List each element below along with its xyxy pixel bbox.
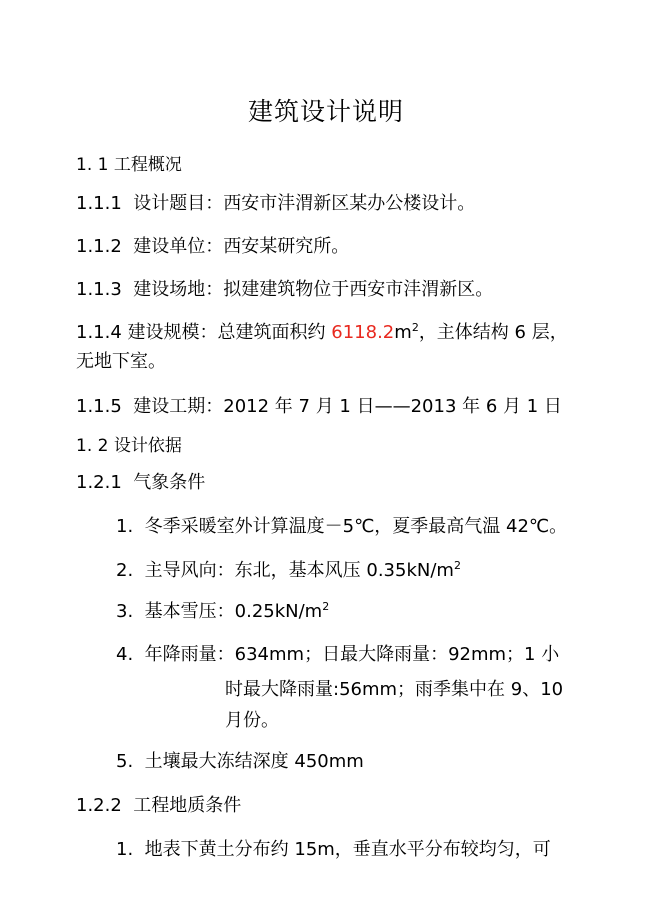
- climate-item-3: [116, 597, 329, 623]
- item-1-1-1: [76, 189, 475, 215]
- section-1-1-heading: 1. 1 工程概况: [76, 155, 182, 175]
- climate-item-4-line-3: 月份。: [225, 710, 279, 731]
- list-text: 年降雨量：634mm；日最大降雨量：92mm；1 小: [144, 644, 560, 665]
- item-1-2-2: [76, 791, 241, 817]
- climate-item-4: [116, 640, 559, 666]
- item-1-1-5: [76, 392, 562, 418]
- climate-item-1: [116, 512, 567, 538]
- list-text: 地表下黄土分布约 15m，垂直水平分布较均匀，可: [144, 839, 551, 860]
- item-label: 气象条件: [133, 472, 206, 493]
- item-text: 拟建建筑物位于西安市沣渭新区。: [223, 279, 494, 300]
- area-unit: m: [394, 322, 412, 343]
- item-number: 1.2.1: [76, 472, 122, 493]
- document-title: 建筑设计说明: [247, 97, 404, 126]
- list-number: 4.: [116, 644, 134, 665]
- item-text: 2012 年 7 月 1 日——2013 年 6 月 1 日: [223, 396, 562, 417]
- list-text: 基本雪压：0.25kN/m: [144, 601, 323, 622]
- item-label: 工程地质条件: [133, 795, 242, 816]
- item-number: 1.1.3: [76, 279, 122, 300]
- item-text-after: ，主体结构 6 层，: [418, 322, 568, 343]
- item-number: 1.1.1: [76, 193, 122, 214]
- item-label: 建设工期：: [133, 396, 224, 417]
- item-1-2-1: [76, 468, 205, 494]
- climate-item-5: [116, 747, 364, 773]
- area-unit-superscript: 2: [411, 321, 419, 334]
- geology-item-1: [116, 835, 551, 861]
- list-text: 冬季采暖室外计算温度－5℃，夏季最高气温 42℃。: [144, 516, 568, 537]
- climate-item-4-line-2: 时最大降雨量:56mm；雨季集中在 9、10: [225, 679, 564, 700]
- item-text: 总建筑面积约: [217, 322, 332, 343]
- climate-item-2: [116, 556, 461, 582]
- item-label: 设计题目：: [133, 193, 224, 214]
- item-label: 建设规模：: [127, 322, 218, 343]
- unit-superscript: 2: [322, 600, 330, 613]
- item-label: 建设单位：: [133, 236, 224, 257]
- item-text: 西安市沣渭新区某办公楼设计。: [223, 193, 476, 214]
- list-number: 1.: [116, 516, 134, 537]
- list-text: 主导风向：东北，基本风压 0.35kN/m: [144, 560, 454, 581]
- item-number: 1.1.2: [76, 236, 122, 257]
- unit-superscript: 2: [453, 559, 461, 572]
- area-value: 6118.2: [331, 322, 395, 343]
- item-number: 1.1.4: [76, 322, 122, 343]
- item-1-1-2: [76, 232, 349, 258]
- item-number: 1.1.5: [76, 396, 122, 417]
- item-text: 西安某研究所。: [223, 236, 350, 257]
- list-number: 2.: [116, 560, 134, 581]
- item-number: 1.2.2: [76, 795, 122, 816]
- list-number: 3.: [116, 601, 134, 622]
- list-number: 5.: [116, 751, 134, 772]
- list-number: 1.: [116, 839, 134, 860]
- list-text: 土壤最大冻结深度 450mm: [144, 751, 364, 772]
- item-1-1-3: [76, 275, 493, 301]
- item-1-1-4: [76, 318, 568, 344]
- item-label: 建设场地：: [133, 279, 224, 300]
- section-1-2-heading: 1. 2 设计依据: [76, 436, 182, 456]
- item-1-1-4-continued: 无地下室。: [76, 351, 166, 372]
